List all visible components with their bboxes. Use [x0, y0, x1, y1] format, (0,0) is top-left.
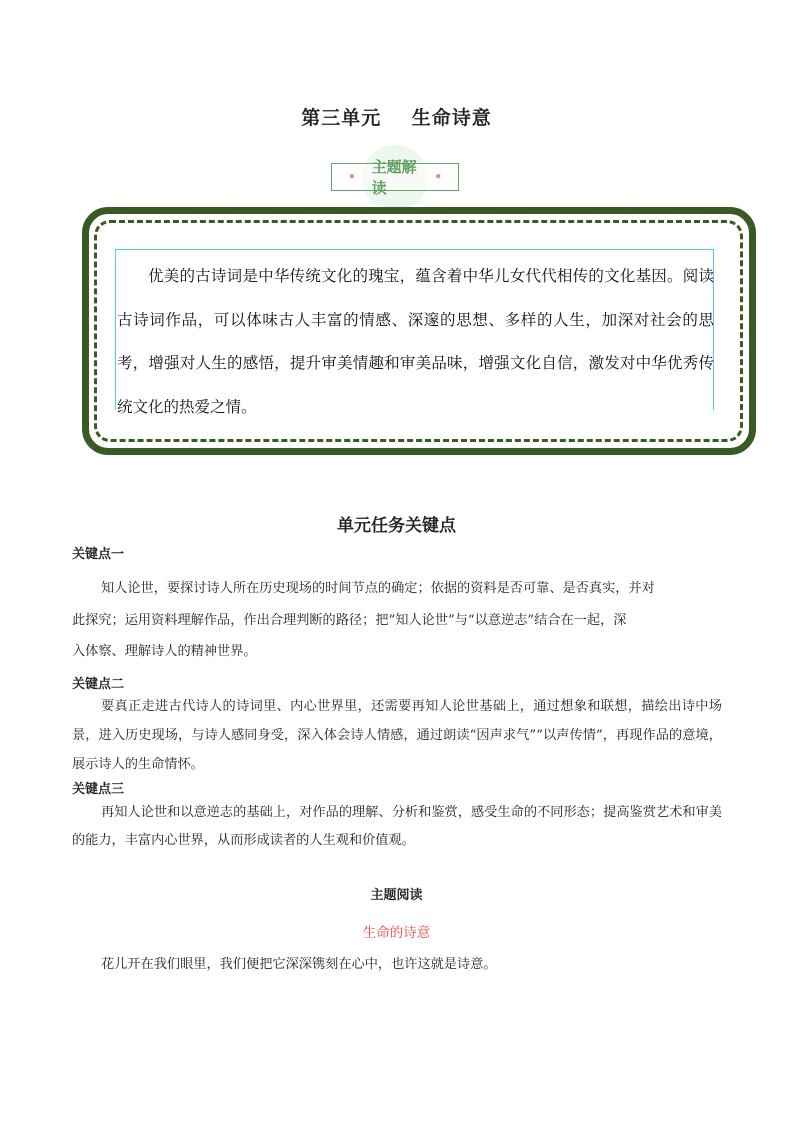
key-point-1-line-3: 入体察、理解诗人的精神世界。 [72, 644, 257, 659]
key-point-3-text: 再知人论世和以意逆志的基础上，对作品的理解、分析和鉴赏，感受生命的不同形态；提高鉴赏艺术和审美的能力，丰富内心世界，从而形成读者的人生观和价值观。 [72, 805, 722, 848]
article-title: 生命的诗意 [362, 925, 431, 941]
badge-dot-left: • [348, 170, 356, 184]
reading-heading: 主题阅读 [370, 888, 423, 903]
section-title: 单元任务关键点 [337, 516, 456, 536]
badge-dot-right: • [434, 170, 442, 184]
theme-badge [331, 158, 459, 197]
key-point-2-text: 要真正走进古代诗人的诗词里、内心世界里，还需要再知人论世基础上，通过想象和联想，描绘出诗中场景，进入历史现场，与诗人感同身受，深入体会诗人情感，通过朗读“因声求气”“以声传情”，再现作品的意境，展示诗人的生命情怀。 [72, 699, 722, 772]
key-point-1-label: 关键点一 [72, 547, 125, 562]
page-title: 第三单元 生命诗意 [301, 107, 492, 129]
key-point-1-line-1: 知人论世，要探讨诗人所在历史现场的时间节点的确定；依据的资料是否可靠、是否真实，并对 [101, 581, 655, 596]
key-point-1-line-2: 此探究；运用资料理解作品，作出合理判断的路径；把“知人论世”与“以意逆志”结合在一起，深 [72, 613, 627, 628]
theme-interpretation-text: 优美的古诗词是中华传统文化的瑰宝，蕴含着中华儿女代代相传的文化基因。阅读古诗词作品，可以体味古人丰富的情感、深邃的思想、多样的人生，加深对社会的思考，增强对人生的感悟，提升审美情趣和审美品味，增强文化自信，激发对中华优秀传统文化的热爱之情。 [117, 267, 714, 416]
article-paragraph-1: 花儿开在我们眼里，我们便把它深深镌刻在心中，也许这就是诗意。 [101, 957, 497, 972]
key-point-2-label: 关键点二 [72, 677, 125, 692]
badge-label: 主题解读 [371, 158, 417, 197]
key-point-3-label: 关键点三 [72, 782, 125, 797]
